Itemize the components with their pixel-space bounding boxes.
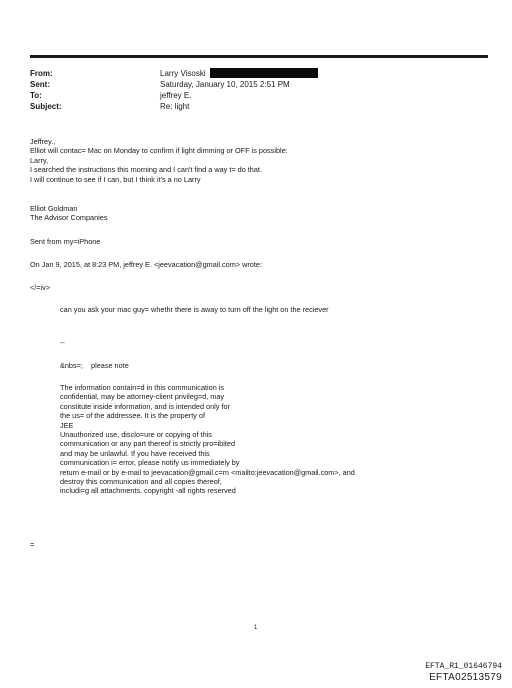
disclaimer-line: the us= of the addressee. It is the property of — [60, 411, 206, 421]
reply-line: I searched the instructions this morning and I can't find a way t= do that. — [30, 165, 262, 175]
to-value: jeffrey E. — [160, 91, 192, 100]
page-number: 1 — [254, 625, 258, 631]
signature — [30, 204, 107, 223]
disclaimer-line: destroy this communication and all copies thereof, — [60, 476, 222, 486]
to-label: To: — [30, 91, 42, 100]
disclaimer-line: return e-mail or by e-mail to jeevacation@gmail.c=m <mailto:jeevacation@gmail.com>, and — [60, 467, 355, 477]
reply-line: Elliot will contac= Mac on Monday to confirm if light dimming or OFF is possible: — [30, 146, 288, 156]
from-label: From: — [30, 69, 53, 78]
disclaimer-line: communication i= error, please notify us immediately by — [60, 458, 240, 468]
disclaimer-line: constitute inside information, and is intended only for — [60, 401, 230, 411]
div-tag: </=iv> — [30, 283, 51, 292]
sent-row — [30, 79, 318, 90]
redaction-box — [210, 68, 318, 78]
from-value: Larry Visoski — [160, 68, 318, 79]
signature-name: Elliot Goldman — [30, 204, 78, 213]
subject-value: Re: light — [160, 102, 190, 111]
to-row — [30, 90, 318, 101]
subject-row — [30, 101, 318, 112]
disclaimer-line: and may be unlawful. If you have received this — [60, 448, 210, 458]
note-line: &nbs=; please note — [60, 361, 129, 370]
disclaimer-line: JEE — [60, 420, 74, 430]
bates-number-primary: EFTA_R1_01646794 — [425, 662, 502, 671]
signature-company: The Advisor Companies — [30, 213, 108, 223]
dashes: -- — [60, 338, 65, 347]
disclaimer-line: The information contain=d in this communication is — [60, 383, 225, 392]
sent-label: Sent: — [30, 80, 50, 89]
subject-label: Subject: — [30, 102, 62, 111]
disclaimer-line: confidential, may be attorney-client privileg=d, may — [60, 392, 225, 402]
equals-mark: = — [30, 540, 35, 549]
disclaimer-line: Unauthorized use, disclo=ure or copying of this — [60, 429, 212, 439]
reply-body — [30, 137, 288, 184]
reply-line: Jeffrey., — [30, 137, 56, 146]
from-row — [30, 68, 318, 79]
reply-line: I will continue to see if I can, but I think it's a no Larry — [30, 174, 201, 184]
header-rule — [30, 55, 488, 58]
disclaimer-line: communication or any part thereof is strictly pro=ibited — [60, 439, 236, 449]
bates-number-secondary: EFTA02513579 — [429, 672, 502, 683]
disclaimer-line: includi=g all attachments. copyright -all rights reserved — [60, 486, 236, 496]
question-text: can you ask your mac guy= whethr there is away to turn off the light on the reciever — [60, 305, 329, 314]
email-header — [30, 68, 318, 112]
disclaimer — [60, 383, 355, 496]
reply-line: Larry, — [30, 155, 49, 165]
sent-from: Sent from my=iPhone — [30, 237, 101, 246]
quote-intro: On Jan 9, 2015, at 8:23 PM, jeffrey E. <jeevacation@gmail.com> wrote: — [30, 260, 262, 269]
sent-value: Saturday, January 10, 2015 2:51 PM — [160, 80, 290, 89]
